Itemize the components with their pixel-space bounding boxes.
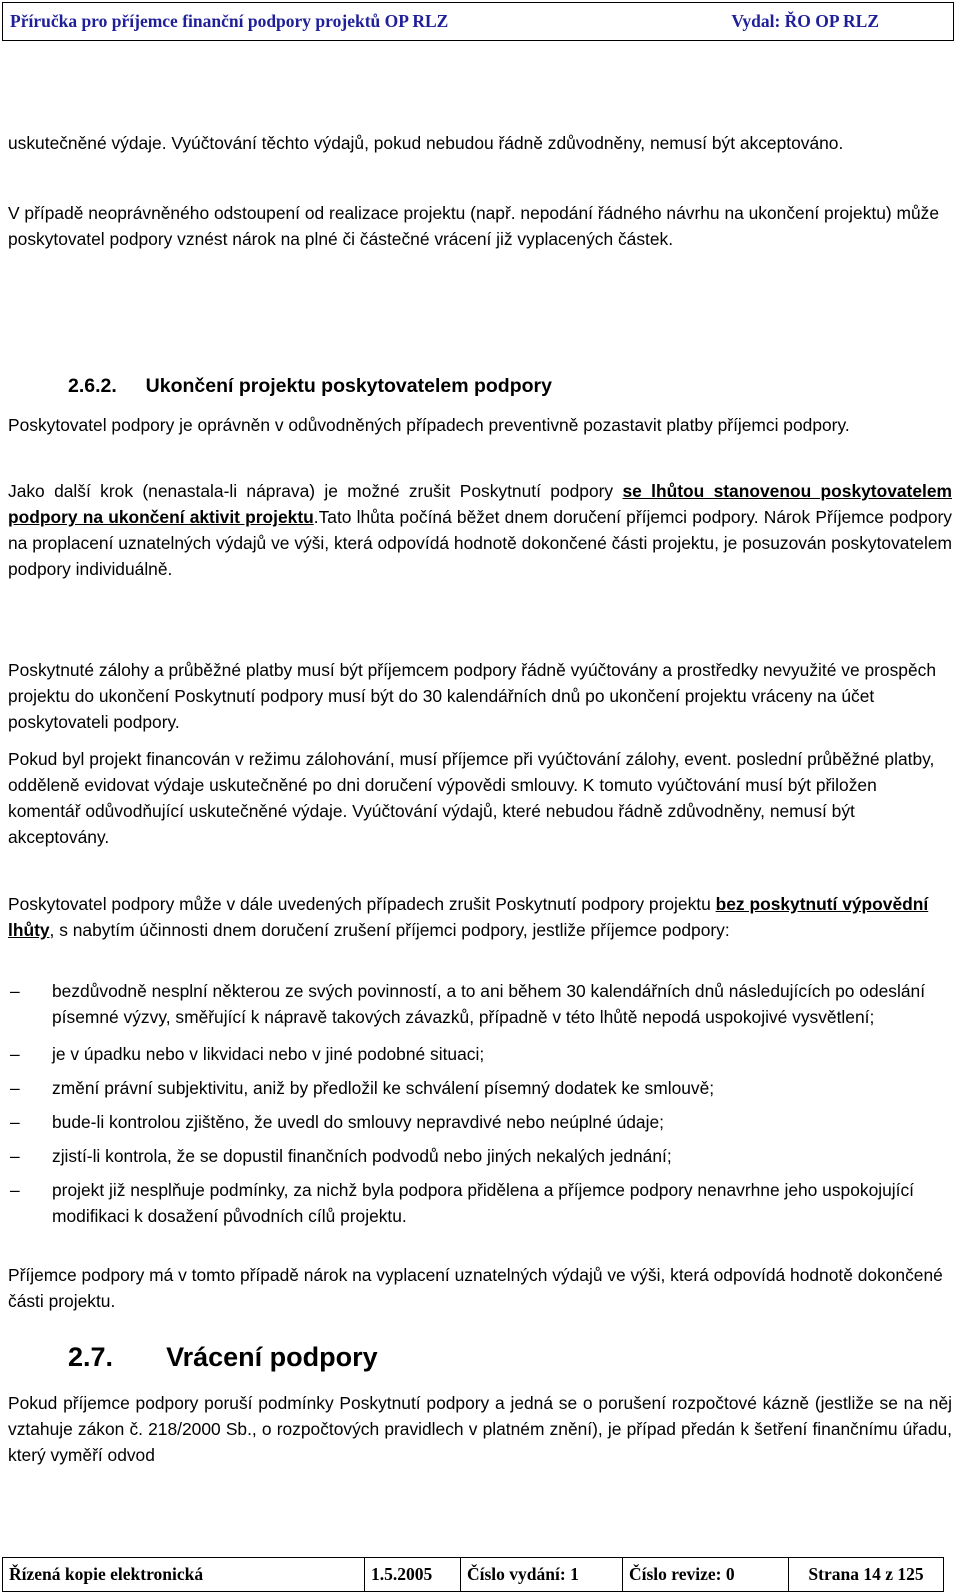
paragraph-text: Poskytnuté zálohy a průběžné platby musí být příjemcem podpory řádně vyúčtovány a prostředky nevyužité ve prospěch projektu do ukončení Poskytnutí podpory musí být do 30 kalendářních dnů po ukončení projektu vráceny na účet poskytovateli podpory. xyxy=(8,660,936,732)
dash-bullet: – xyxy=(10,1146,20,1166)
paragraph-text: Poskytovatel podpory je oprávněn v odůvodněných případech preventivně pozastavit platby příjemci podpory. xyxy=(8,415,850,435)
underlined-no-notice: bez poskytnutí výpovědní lhůty xyxy=(8,894,929,940)
paragraph-text: Příjemce podpory má v tomto případě nárok na vyplacení uznatelných výdajů ve výši, která odpovídá hodnotě dokončené části projektu. xyxy=(8,1265,943,1311)
section-title: Ukončení projektu poskytovatelem podpory xyxy=(145,375,552,397)
dash-bullet: – xyxy=(10,1180,20,1200)
section-heading-2-6-2 xyxy=(68,375,552,398)
paragraph-9 xyxy=(8,1390,952,1468)
paragraph-text xyxy=(8,478,952,582)
header-publisher: Vydal: ŘO OP RLZ xyxy=(731,11,879,31)
list-item-text: je v úpadku nebo v likvidaci nebo v jiné podobné situaci; xyxy=(52,1044,485,1064)
footer-edition: Číslo vydání: 1 xyxy=(461,1558,623,1591)
paragraph-5 xyxy=(8,657,952,735)
paragraph-2 xyxy=(8,200,952,252)
paragraph-1 xyxy=(8,130,952,156)
list-item xyxy=(8,1075,952,1101)
footer-revision: Číslo revize: 0 xyxy=(623,1558,789,1591)
paragraph-text: V případě neoprávněného odstoupení od realizace projektu (např. nepodání řádného návrhu na ukončení projektu) může poskytovatel podpory vznést nárok na plné či částečné vrácení již vyplacených částek. xyxy=(8,203,940,249)
section-heading-2-7 xyxy=(68,1342,378,1373)
header-title: Příručka pro příjemce finanční podpory projektů OP RLZ xyxy=(10,11,449,31)
text-run: Poskytovatel podpory může v dále uvedených případech zrušit Poskytnutí podpory projektu xyxy=(8,894,716,914)
section-number: 2.6.2. xyxy=(68,375,117,397)
paragraph-text: Pokud byl projekt financován v režimu zálohování, musí příjemce při vyúčtování zálohy, event. poslední průběžné platby, odděleně evidovat výdaje uskutečněné po dni doručení výpovědi smlouvy. K tomuto vyúčtování musí být přiložen komentář odůvodňující uskutečněné výdaje. Vyúčtování výdajů, které nebudou řádně zdůvodněny, nemusí být akceptovány. xyxy=(8,749,935,847)
list-item-text: bezdůvodně nesplní některou ze svých povinností, a to ani během 30 kalendářních dnů následujících po odeslání písemné výzvy, směřující k nápravě takových závazků, případně v této lhůtě nepodá uspokojivé vysvětlení; xyxy=(52,981,926,1027)
paragraph-3 xyxy=(8,412,952,438)
dash-bullet: – xyxy=(10,981,20,1001)
text-run: , s nabytím účinnosti dnem doručení zrušení příjemci podpory, jestliže příjemce podpory: xyxy=(49,920,730,940)
list-item-text: projekt již nesplňuje podmínky, za nichž byla podpora přidělena a příjemce podpory nenavrhne jeho uspokojující modifikaci k dosažení původních cílů projektu. xyxy=(52,1180,914,1226)
list-item-text: bude-li kontrolou zjištěno, že uvedl do smlouvy nepravdivé nebo neúplné údaje; xyxy=(52,1112,664,1132)
page-footer xyxy=(2,1557,944,1592)
termination-conditions-list xyxy=(8,978,952,1229)
dash-bullet: – xyxy=(10,1112,20,1132)
text-run: Jako další krok (nenastala-li náprava) je možné zrušit Poskytnutí podpory xyxy=(8,481,623,501)
text-run: .Tato lhůta počíná běžet dnem doručení příjemci podpory. Nárok Příjemce podpory na proplacení uznatelných výdajů ve výši, která odpovídá hodnotě dokončené části projektu, je posuzován poskytovatelem podpory individuálně. xyxy=(8,507,952,579)
paragraph-7 xyxy=(8,891,952,943)
list-item xyxy=(8,1041,952,1067)
list-item xyxy=(8,1143,952,1169)
paragraph-6 xyxy=(8,746,952,850)
footer-page-number: Strana 14 z 125 xyxy=(808,1564,924,1584)
list-item xyxy=(8,978,952,1030)
paragraph-text: Pokud příjemce podpory poruší podmínky Poskytnutí podpory a jedná se o porušení rozpočtové kázně (jestliže se na něj vztahuje zákon č. 218/2000 Sb., o rozpočtových pravidlech v platném znění), je případ předán k šetření finančnímu úřadu, který vyměří odvod xyxy=(8,1393,952,1465)
list-item-text: zjistí-li kontrola, že se dopustil finančních podvodů nebo jiných nekalých jednání; xyxy=(52,1146,672,1166)
dash-bullet: – xyxy=(10,1078,20,1098)
footer-date: 1.5.2005 xyxy=(365,1558,461,1591)
section-title: Vrácení podpory xyxy=(166,1342,378,1372)
page-header xyxy=(2,2,954,41)
paragraph-text xyxy=(8,891,952,943)
paragraph-4 xyxy=(8,478,952,582)
section-number: 2.7. xyxy=(68,1342,114,1372)
dash-bullet: – xyxy=(10,1044,20,1064)
list-item-text: změní právní subjektivitu, aniž by předložil ke schválení písemný dodatek ke smlouvě; xyxy=(52,1078,715,1098)
footer-copy-type: Řízená kopie elektronická xyxy=(3,1558,365,1591)
paragraph-text: uskutečněné výdaje. Vyúčtování těchto výdajů, pokud nebudou řádně zdůvodněny, nemusí být akceptováno. xyxy=(8,133,844,153)
underlined-deadline: se lhůtou stanovenou poskytovatelem podpory na ukončení aktivit projektu xyxy=(8,481,952,527)
list-item xyxy=(8,1109,952,1135)
list-item xyxy=(8,1177,952,1229)
paragraph-8 xyxy=(8,1262,952,1314)
